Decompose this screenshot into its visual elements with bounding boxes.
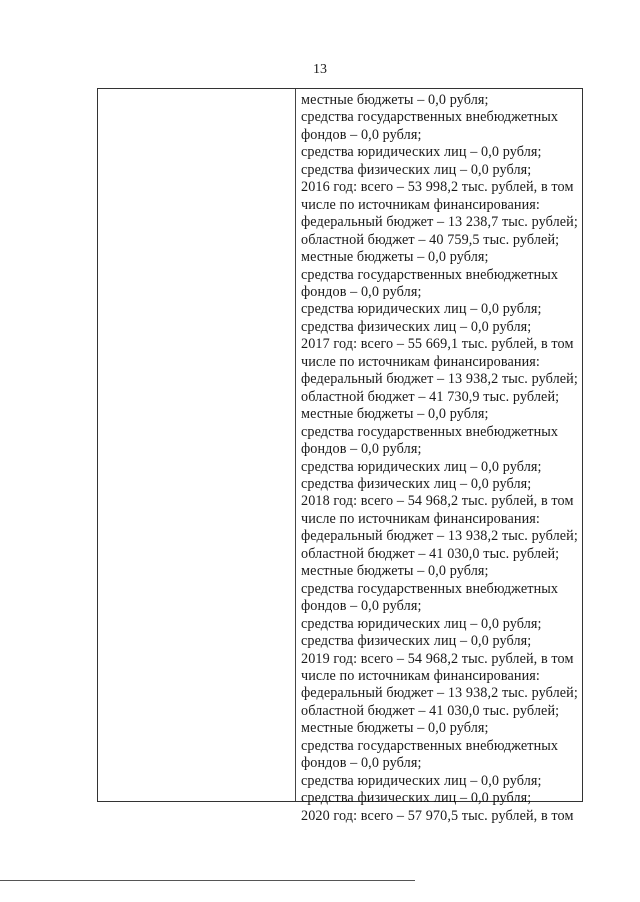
text-line: средства государственных внебюджетных [301,109,559,126]
text-line: местные бюджеты – 0,0 рубля; [301,406,489,423]
text-line: 2020 год: всего – 57 970,5 тыс. рублей, в том [301,807,574,824]
text-line: местные бюджеты – 0,0 рубля; [301,249,489,266]
page-bottom-rule [0,880,415,881]
text-line: средства государственных внебюджетных [301,580,559,597]
page-number: 13 [313,62,327,77]
text-line: средства юридических лиц – 0,0 рубля; [301,301,542,318]
text-line: средства физических лиц – 0,0 рубля; [301,633,532,650]
text-line: фондов – 0,0 рубля; [301,598,422,615]
text-line: средства юридических лиц – 0,0 рубля; [301,144,542,161]
text-line: 2019 год: всего – 54 968,2 тыс. рублей, в том [301,650,574,667]
table-left-cell [98,89,295,801]
text-line: областной бюджет – 41 730,9 тыс. рублей; [301,388,560,405]
text-line: местные бюджеты – 0,0 рубля; [301,563,489,580]
text-line: областной бюджет – 40 759,5 тыс. рублей; [301,231,560,248]
text-line: федеральный бюджет – 13 938,2 тыс. рублей; [301,371,578,388]
text-line: фондов – 0,0 рубля; [301,441,422,458]
text-line: местные бюджеты – 0,0 рубля; [301,92,489,108]
text-line: средства физических лиц – 0,0 рубля; [301,161,532,178]
column-divider [295,89,296,801]
text-line: федеральный бюджет – 13 238,7 тыс. рублей; [301,214,578,231]
text-line: средства физических лиц – 0,0 рубля; [301,790,532,807]
text-line: местные бюджеты – 0,0 рубля; [301,720,489,737]
text-line: 2016 год: всего – 53 998,2 тыс. рублей, в том [301,179,574,196]
text-line: средства юридических лиц – 0,0 рубля; [301,458,542,475]
funding-table [97,88,583,824]
text-line: средства юридических лиц – 0,0 рубля; [301,615,542,632]
text-line: средства государственных внебюджетных [301,423,559,440]
text-line: средства физических лиц – 0,0 рубля; [301,318,532,335]
funding-details-cell [301,92,581,825]
text-line: числе по источникам финансирования: [301,353,540,370]
text-line: 2017 год: всего – 55 669,1 тыс. рублей, в том [301,336,574,353]
text-line: 2018 год: всего – 54 968,2 тыс. рублей, в том [301,493,574,510]
text-line: федеральный бюджет – 13 938,2 тыс. рублей; [301,685,578,702]
text-line: числе по источникам финансирования: [301,510,540,527]
text-line: областной бюджет – 41 030,0 тыс. рублей; [301,702,560,719]
text-line: федеральный бюджет – 13 938,2 тыс. рублей; [301,528,578,545]
text-line: средства физических лиц – 0,0 рубля; [301,475,532,492]
text-line: фондов – 0,0 рубля; [301,755,422,772]
text-line: фондов – 0,0 рубля; [301,126,422,143]
text-line: фондов – 0,0 рубля; [301,283,422,300]
text-line: средства юридических лиц – 0,0 рубля; [301,772,542,789]
text-line: средства государственных внебюджетных [301,266,559,283]
text-line: средства государственных внебюджетных [301,737,559,754]
text-line: числе по источникам финансирования: [301,196,540,213]
text-line: областной бюджет – 41 030,0 тыс. рублей; [301,545,560,562]
text-line: числе по источникам финансирования: [301,667,540,684]
